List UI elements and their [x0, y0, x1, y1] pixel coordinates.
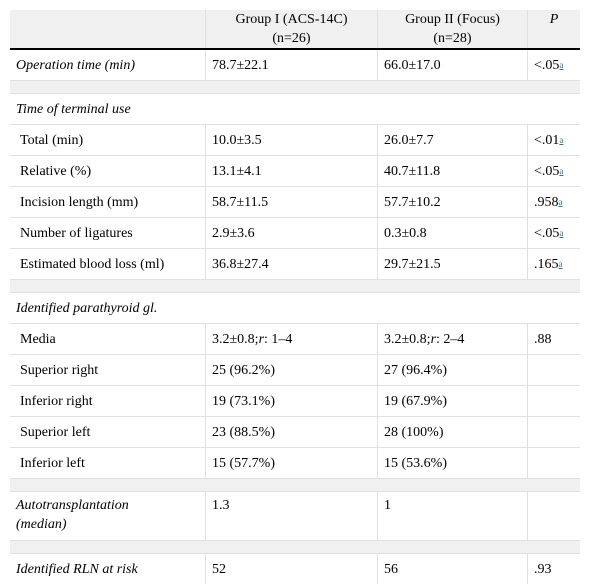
p-value-text: <.05: [534, 225, 560, 241]
header-group2: [378, 10, 528, 48]
row-label: [10, 492, 206, 540]
header-group1: [206, 10, 378, 48]
row-label: Inferior right: [10, 386, 206, 416]
row-label-line: (median): [16, 517, 67, 532]
value-part: 3.2±0.8;: [212, 331, 259, 347]
results-table: [10, 10, 580, 584]
group1-value: 36.8±27.4: [206, 249, 378, 279]
group1-value: 58.7±11.5: [206, 187, 378, 217]
group2-value: 19 (67.9%): [378, 386, 528, 416]
p-value-text: <.01: [534, 132, 560, 148]
table-row: [10, 417, 580, 448]
group1-value: 52: [206, 554, 378, 584]
table-row: [10, 492, 580, 541]
row-label: Operation time (min): [10, 50, 206, 80]
row-label: Identified RLN at risk: [10, 554, 206, 584]
group1-value: 15 (57.7%): [206, 448, 378, 478]
header-p-label: P: [549, 12, 559, 27]
table-row: [10, 355, 580, 386]
p-value: .958 a: [534, 194, 563, 210]
group2-value: 57.7±10.2: [378, 187, 528, 217]
p-value: <.05 a: [534, 57, 564, 73]
row-label: Estimated blood loss (ml): [10, 249, 206, 279]
row-label: Incision length (mm): [10, 187, 206, 217]
header-p: [528, 10, 580, 48]
table-row: [10, 386, 580, 417]
table-row: [10, 218, 580, 249]
p-value-text: .958: [534, 194, 559, 210]
row-label: Relative (%): [10, 156, 206, 186]
range-symbol: r: [258, 331, 265, 347]
group2-value: 56: [378, 554, 528, 584]
group2-value: 0.3±0.8: [378, 218, 528, 248]
header-group2-title: Group II (Focus): [405, 12, 500, 27]
row-label: Total (min): [10, 125, 206, 155]
group1-value: 2.9±3.6: [206, 218, 378, 248]
p-value: [528, 355, 580, 385]
group2-value: 40.7±11.8: [378, 156, 528, 186]
table-row: [10, 554, 580, 584]
group2-value: [378, 324, 528, 354]
p-value-text: .165: [534, 256, 559, 272]
group1-value: 19 (73.1%): [206, 386, 378, 416]
p-value: [528, 386, 580, 416]
range-symbol: r: [430, 331, 437, 347]
row-label: Superior right: [10, 355, 206, 385]
table-row: [10, 249, 580, 280]
table-header: [10, 10, 580, 50]
group1-value: 25 (96.2%): [206, 355, 378, 385]
section-label: Time of terminal use: [16, 101, 131, 117]
section-row: [10, 293, 580, 324]
p-value: [528, 448, 580, 478]
p-value-text: <.05: [534, 163, 560, 179]
header-group1-title: Group I (ACS-14C): [235, 12, 348, 27]
p-value: .93: [534, 561, 552, 577]
table-row: [10, 125, 580, 156]
value-part: : 1–4: [264, 331, 293, 347]
value-part: : 2–4: [436, 331, 465, 347]
section-row: [10, 94, 580, 125]
value-part: 3.2±0.8;: [384, 331, 431, 347]
row-label: Media: [10, 324, 206, 354]
p-value: [528, 417, 580, 447]
group2-value: 27 (96.4%): [378, 355, 528, 385]
row-label: Superior left: [10, 417, 206, 447]
header-group1-n: (n=26): [272, 31, 311, 46]
group2-value: 66.0±17.0: [378, 50, 528, 80]
group2-value: 26.0±7.7: [378, 125, 528, 155]
p-value: <.05 a: [534, 225, 564, 241]
group1-value: [206, 324, 378, 354]
row-label-line: Autotransplantation: [16, 498, 129, 513]
group2-value: 29.7±21.5: [378, 249, 528, 279]
header-empty-cell: [10, 10, 206, 48]
table-row: [10, 50, 580, 81]
p-value-text: <.05: [534, 57, 560, 73]
group1-value: 13.1±4.1: [206, 156, 378, 186]
row-spacer: [10, 479, 580, 492]
p-value: .88: [534, 331, 552, 347]
table-row: [10, 187, 580, 218]
group1-value: 1.3: [206, 492, 378, 540]
table-row: [10, 156, 580, 187]
table-row: [10, 448, 580, 479]
group2-value: 28 (100%): [378, 417, 528, 447]
p-value: [528, 492, 580, 540]
row-spacer: [10, 81, 580, 94]
group1-value: 23 (88.5%): [206, 417, 378, 447]
section-label: Identified parathyroid gl.: [16, 300, 158, 316]
p-value: <.01 a: [534, 132, 564, 148]
p-value: <.05 a: [534, 163, 564, 179]
group2-value: 1: [378, 492, 528, 540]
row-spacer: [10, 280, 580, 293]
group1-value: 78.7±22.1: [206, 50, 378, 80]
table-row: [10, 324, 580, 355]
row-label: Inferior left: [10, 448, 206, 478]
row-spacer: [10, 541, 580, 554]
header-group2-n: (n=28): [433, 31, 472, 46]
p-value: .165 a: [534, 256, 563, 272]
group1-value: 10.0±3.5: [206, 125, 378, 155]
group2-value: 15 (53.6%): [378, 448, 528, 478]
row-label: Number of ligatures: [10, 218, 206, 248]
